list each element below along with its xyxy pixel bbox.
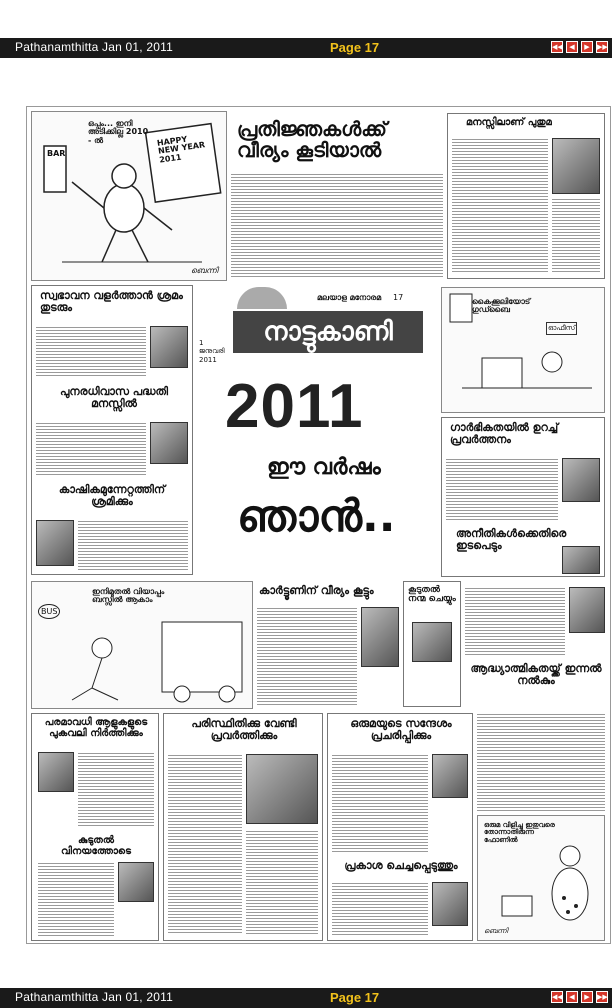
page-nav-bar-bottom [0, 988, 612, 1008]
mid-box-title: കൂടുതൽ നന്മ ചെയ്യും [408, 585, 456, 605]
bottom-headline-3: ഒരുമയുടെ സന്ദേശം പ്രചരിപ്പിക്കും [350, 717, 452, 742]
left-headline-2: പുനരധിവാസ പദ്ധതി മനസ്സിൽ [59, 385, 169, 410]
cartoon-bribe-caption: കൈക്കൂലിയോട് ഗുഡ്ബൈ [472, 297, 531, 315]
next-page-button[interactable]: ▶ [581, 41, 593, 53]
bottom-photo-5 [432, 882, 468, 926]
location-date-label: Pathanamthitta Jan 01, 2011 [15, 40, 173, 54]
first-page-button[interactable]: ◀◀ [552, 43, 563, 51]
bottom-photo-1 [38, 752, 74, 792]
mid-photo-1 [361, 607, 399, 667]
cartoon-bus-drawing [32, 582, 252, 708]
cartoonist-signature: ബെന്നി [190, 266, 218, 275]
top-right-box-title: മനസ്സിലാണ് പുതുമ [466, 117, 552, 128]
left-photo-3 [36, 520, 74, 566]
main-article-body [231, 173, 443, 277]
last-page-button[interactable]: ▶▶ [597, 43, 608, 51]
bottom-col-3 [327, 713, 473, 941]
right-column [441, 417, 605, 577]
mid-right-headline: ആദ്ധ്യാത്മികതയ്ക്ക് ഇന്നൽ നൽകും [470, 662, 602, 687]
mid-box-photo [412, 622, 452, 662]
left-body-1 [36, 326, 146, 376]
cartoon-calendar: HAPPY NEW YEAR 2011 [156, 134, 206, 165]
bottom-body-1 [78, 752, 154, 828]
top-right-box [447, 113, 605, 279]
cartoon-bribe [441, 287, 605, 413]
cartoon-bribe-drawing [442, 288, 604, 412]
cartoon-office-sign: ഓഫീസ് [546, 322, 577, 335]
left-column [31, 285, 193, 575]
box-body [452, 138, 548, 274]
newspaper-page [26, 106, 611, 944]
cartoon-phone [477, 815, 605, 941]
next-page-button-bottom[interactable]: ▶ [581, 991, 593, 1003]
box-body-2 [552, 198, 600, 274]
subhead-this-year: ഈ വർഷം [267, 455, 381, 480]
mid-body-1 [257, 607, 357, 707]
bottom-body-5 [332, 882, 428, 936]
bottom-headline-5: പ്രകാശ ചെച്ചപ്പെടുത്തും [344, 859, 458, 872]
page-nav-buttons-bottom [551, 991, 608, 1003]
left-headline-3: കാഷികമുന്നേറ്റത്തിന് ശ്രമിക്കും [58, 483, 166, 508]
right-photo-2 [562, 546, 600, 574]
cartoon-phone-drawing [478, 816, 604, 940]
bottom-col-4-body [477, 713, 605, 811]
page-number-label: Page 17 [330, 40, 380, 55]
bottom-col-2 [163, 713, 323, 941]
cartoon-bar-sign: BAR [47, 149, 66, 158]
person-photo [552, 138, 600, 194]
bottom-headline-4: കുടുതൽ വിനയത്തോടെ [61, 835, 131, 857]
last-page-button-bottom[interactable]: ▶▶ [597, 993, 608, 1001]
bottom-photo-4 [118, 862, 154, 902]
mid-headline-1: കാർട്ടൂണിന് വീര്യം കൂട്ടും [259, 584, 374, 597]
cartoon-new-year [31, 111, 227, 281]
cartoon-phone-signature: ബെന്നി [484, 927, 508, 935]
main-headline: പ്രതിജ്ഞകൾക്ക് വീര്യം കൂടിയാൽ [237, 117, 387, 162]
mid-right-body-1 [465, 587, 565, 657]
cartoon-bus-sign: BUS [38, 604, 60, 619]
left-photo-2 [150, 422, 188, 464]
bottom-body-2b [246, 830, 318, 934]
left-body-3 [78, 520, 188, 570]
bottom-body-2a [168, 754, 242, 934]
first-page-button-bottom[interactable]: ◀◀ [552, 993, 563, 1001]
bottom-photo-2 [246, 754, 318, 824]
masthead-title: നാട്ടുകാണി [233, 311, 423, 353]
bottom-photo-3 [432, 754, 468, 798]
bottom-col-1 [31, 713, 159, 941]
bottom-body-3 [332, 754, 428, 854]
right-photo-1 [562, 458, 600, 502]
left-photo-1 [150, 326, 188, 368]
subhead-me: ഞാൻ.. [237, 491, 396, 542]
mid-right-photo-1 [569, 587, 605, 633]
prev-page-button-bottom[interactable]: ◀ [566, 991, 578, 1003]
page-number-label-bottom: Page 17 [330, 990, 380, 1005]
big-year: 2011 [225, 372, 364, 441]
cartoon-bus-caption: ഇനിമുതൽ വിയാപ്പം ബസ്സിൽ ആകാം [92, 587, 165, 605]
bottom-headline-2: പരിസ്ഥിതിക്കു വേണ്ടി പ്രവർത്തിക്കും [191, 717, 297, 742]
masthead-sun [237, 287, 287, 309]
masthead-paper-name: മലയാള മനോരമ [317, 293, 382, 302]
masthead [197, 287, 435, 577]
right-body-1 [446, 458, 558, 522]
date-box: 1 ജനുവരി 2011 [199, 339, 225, 364]
right-headline-1: ഗാർഭികതയിൽ ഉറച്ച് പ്രവർത്തനം [450, 421, 559, 446]
right-headline-2: അനീതികൾക്കെതിരെ ഇടപെടും [456, 527, 567, 552]
cartoon-caption: ഒപ്പം... ഇനി അടിക്കില്ല 2010 - ൽ [88, 119, 149, 145]
left-headline-1: സ്വഭാവന വളർത്താൻ ശ്രമം തുടരും [40, 289, 183, 314]
cartoon-bus [31, 581, 253, 709]
left-body-2 [36, 422, 146, 476]
page-nav-buttons [551, 41, 608, 53]
bottom-headline-1: പരമാവധി ആളുകളുടെ പുകവലി നിർത്തിക്കും [44, 717, 148, 739]
page-nav-bar [0, 38, 612, 58]
mid-box [403, 581, 461, 707]
location-date-label-bottom: Pathanamthitta Jan 01, 2011 [15, 990, 173, 1004]
cartoon-phone-caption: ഒരുമ വിളിച്ചു ഇതുവരെ തോന്നാതിരുന്ന ഫോണിൽ [484, 821, 555, 844]
prev-page-button[interactable]: ◀ [566, 41, 578, 53]
bottom-body-4 [38, 862, 114, 936]
masthead-page-num: 17 [393, 293, 404, 302]
